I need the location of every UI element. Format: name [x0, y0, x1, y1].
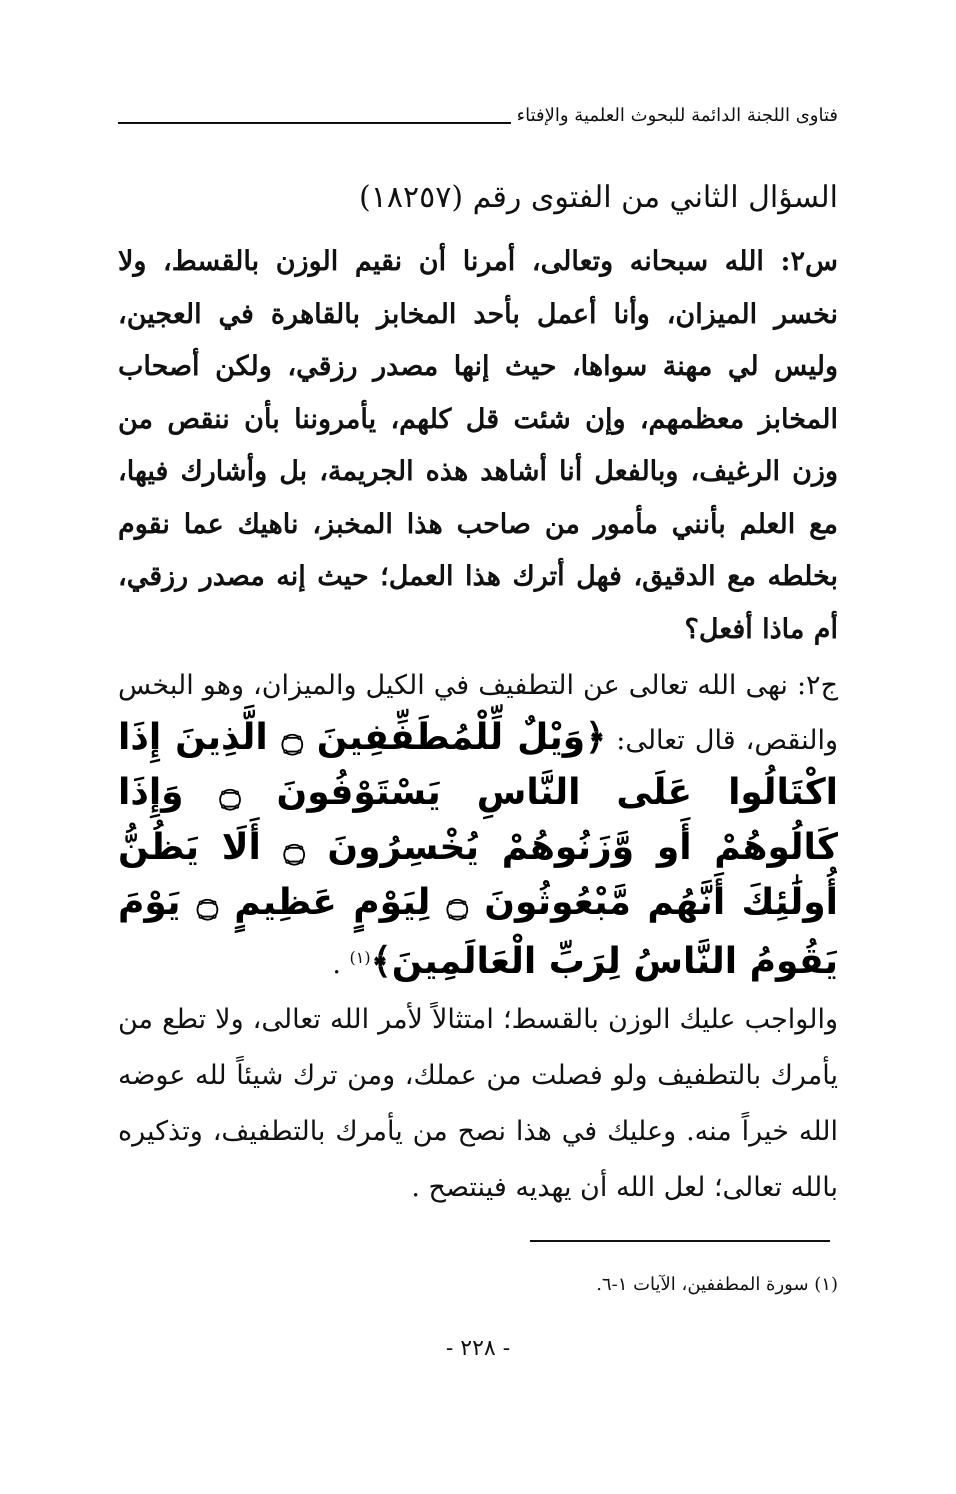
quran-verse: ﴿وَيْلٌ لِّلْمُطَفِّفِينَ ۝ الَّذِينَ إِذَا اكْتَالُوا عَلَى النَّاسِ يَسْتَوْفُونَ ۝ وَإِذَا كَالُوهُمْ أَو وَّزَنُوهُمْ يُخْسِرُونَ ۝ أَلَا يَظُنُّ أُولَٰئِكَ أَنَّهُم مَّبْعُوثُونَ ۝ لِيَوْمٍ عَظِيمٍ ۝ يَوْمَ يَقُومُ النَّاسُ لِرَبِّ الْعَالَمِينَ﴾ — [118, 717, 838, 982]
footnote-text: (١) سورة المطففين، الآيات ١-٦. — [596, 1274, 838, 1295]
page-number: - ٢٢٨ - — [445, 1336, 511, 1361]
question-text: س٢: الله سبحانه وتعالى، أمرنا أن نقيم الوزن بالقسط، ولا نخسر الميزان، وأنا أعمل بأحد المخابز بالقاهرة في العجين، وليس لي مهنة سواها، حيث إنها مصدر رزقي، ولكن أصحاب المخابز معظمهم، وإن شئت قل كلهم، يأمروننا بأن ننقص من وزن الرغيف، وبالفعل أنا أشاهد هذه الجريمة، بل وأشارك فيها، مع العلم بأنني مأمور من صاحب هذا المخبز، ناهيك عما نقوم بخلطه مع الدقيق، فهل أترك هذا العمل؛ حيث إنه مصدر رزقي، أم ماذا أفعل؟ — [118, 246, 838, 645]
footnote-rule — [530, 1240, 830, 1242]
header-rule — [118, 122, 511, 124]
answer-intro: ج٢: نهى الله تعالى عن التطفيف في الكيل والميزان، وهو البخس والنقص، قال تعالى: — [118, 670, 838, 756]
header-title: فتاوى اللجنة الدائمة للبحوث العلمية والإفتاء — [516, 105, 838, 126]
footnote-marker: (١) — [349, 948, 371, 967]
answer-text — [118, 660, 838, 991]
ruling-paragraph: والواجب عليك الوزن بالقسط؛ امتثالاً لأمر الله تعالى، ولا تطع من يأمرك بالتطفيف ولو فصلت من عملك، ومن ترك شيئاً لله عوضه الله خيراً منه. وعليك في هذا نصح من يأمرك بالتطفيف، وتذكيره بالله تعالى؛ لعل الله أن يهديه فينتصح . — [118, 1004, 838, 1203]
fatwa-reference: السؤال الثاني من الفتوى رقم (١٨٢٥٧) — [359, 180, 838, 215]
running-header — [118, 104, 838, 128]
answer-end: . — [332, 949, 350, 980]
